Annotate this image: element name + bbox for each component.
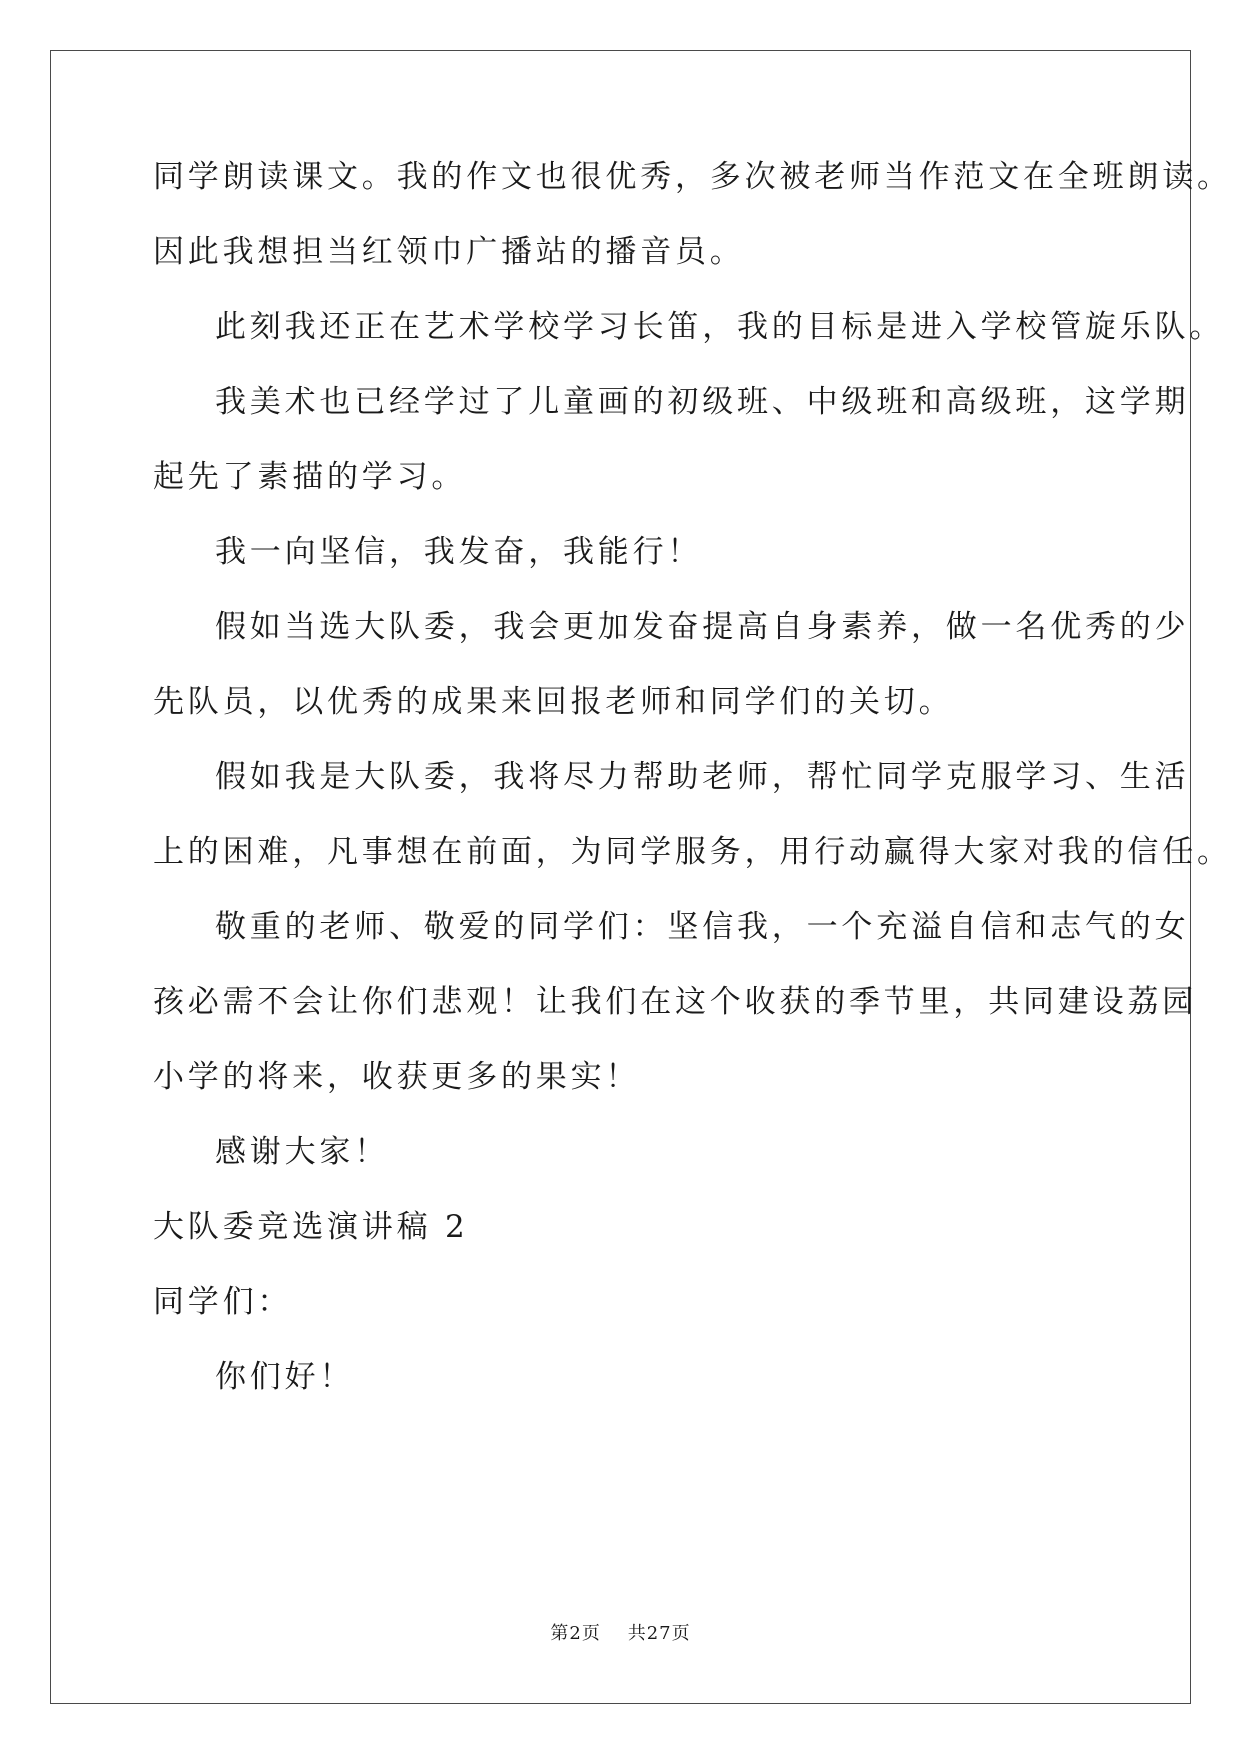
text-line: 感谢大家！: [215, 1134, 389, 1170]
total-suffix: 页: [671, 1623, 691, 1644]
page-footer: [0, 1622, 1241, 1646]
salutation: 同学们：: [153, 1284, 293, 1320]
text-line: 我一向坚信，我发奋，我能行！: [215, 534, 703, 570]
total-pages: 27: [646, 1623, 672, 1644]
text-line: 上的困难，凡事想在前面，为同学服务，用行动赢得大家对我的信任。: [153, 834, 1232, 870]
total-prefix: 共: [627, 1623, 647, 1644]
text-line: 小学的将来，收获更多的果实！: [153, 1059, 641, 1095]
page-suffix: 页: [581, 1623, 601, 1644]
text-line: 我美术也已经学过了儿童画的初级班、中级班和高级班，这学期: [215, 384, 1190, 420]
text-line: 假如当选大队委，我会更加发奋提高自身素养，做一名优秀的少: [215, 609, 1190, 645]
text-line: 因此我想担当红领巾广播站的播音员。: [153, 234, 745, 270]
text-line: 敬重的老师、敬爱的同学们：坚信我，一个充溢自信和志气的女: [215, 909, 1190, 945]
page-number: 2: [569, 1623, 582, 1644]
text-line: 假如我是大队委，我将尽力帮助老师，帮忙同学克服学习、生活: [215, 759, 1190, 795]
text-line: 同学朗读课文。我的作文也很优秀，多次被老师当作范文在全班朗读。: [153, 159, 1232, 195]
section-heading: 大队委竞选演讲稿 2: [153, 1209, 469, 1245]
greeting: 你们好！: [215, 1359, 355, 1395]
page-prefix: 第: [550, 1623, 570, 1644]
text-line: 孩必需不会让你们悲观！让我们在这个收获的季节里，共同建设荔园: [153, 984, 1197, 1020]
text-line: 起先了素描的学习。: [153, 459, 467, 495]
text-line: 此刻我还正在艺术学校学习长笛，我的目标是进入学校管旋乐队。: [215, 309, 1225, 345]
text-line: 先队员，以优秀的成果来回报老师和同学们的关切。: [153, 684, 954, 720]
page-border: [50, 50, 1191, 1704]
